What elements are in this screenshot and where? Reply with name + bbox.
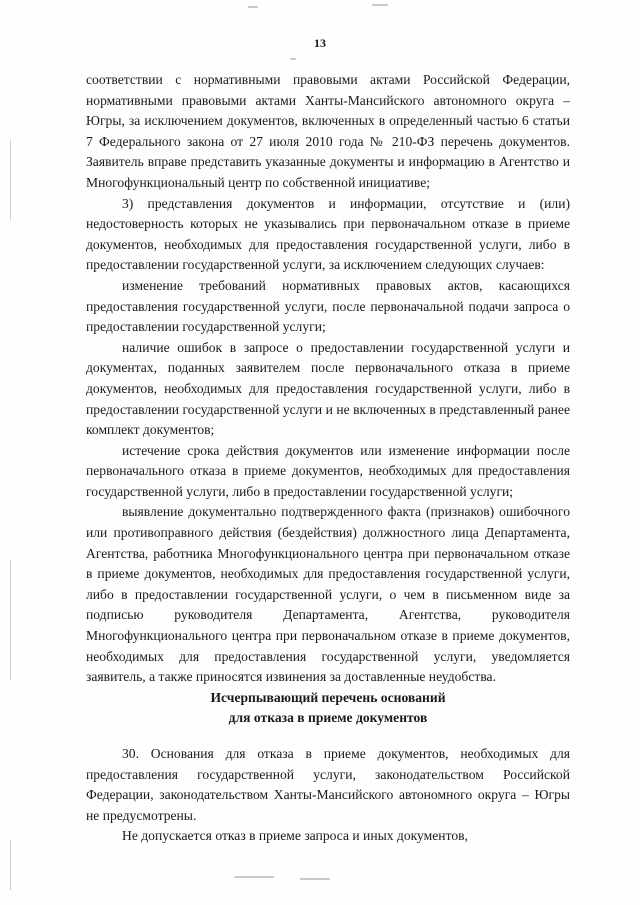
paragraph: выявление документально подтвержденного факта (признаков) ошибочного или противоправного действия (бездействия) должностного лица Департамента, Агентства, работника Многофункционального центра при первоначальном отказе в приеме документов, необходимых для предоставления государственной услуги, либо в предоставлении государственной услуги, о чем в письменном виде за подписью руководителя Департамента, Агентства, руководителя Многофункционального центра при первоначальном отказе в приеме документов, необходимых для предоставления государственной услуги, уведомляется заявитель, а также приносятся извинения за доставленные неудобства. xyxy=(86,504,570,685)
scan-speck xyxy=(234,876,274,878)
scan-speck xyxy=(372,4,388,6)
paragraph: 3) представления документов и информации, отсутствие и (или) недостоверность которых не указывались при первоначальном отказе в приеме документов, необходимых для предоставления государственной услуги, либо в предоставлении государственной услуги, за исключением следующих случаев: xyxy=(86,195,570,273)
paragraph: соответствии с нормативными правовыми актами Российской Федерации, нормативными правовыми актами Ханты-Мансийского автономного округа – Югры, за исключением документов, включенных в определенный частью 6 статьи 7 Федерального закона от 27 июля 2010 года № 210-ФЗ перечень документов. Заявитель вправе представить указанные документы и информацию в Агентство и Многофункциональный центр по собственной инициативе; xyxy=(86,72,570,190)
spacer xyxy=(86,729,570,744)
page-number: 13 xyxy=(314,36,326,50)
paragraph: изменение требований нормативных правовых актов, касающихся предоставления государственной услуги, после первоначальной подачи запроса о предоставлении государственной услуги; xyxy=(86,277,570,335)
scan-artifact xyxy=(10,840,11,890)
section-heading-line-1: Исчерпывающий перечень оснований xyxy=(210,689,446,705)
paragraph: 30. Основания для отказа в приеме документов, необходимых для предоставления государственной услуги, законодательством Российской Федерации, законодательством Ханты-Мансийского автономного округа – Югры не предусмотрены. xyxy=(86,746,570,823)
document-body xyxy=(86,70,570,847)
scan-speck xyxy=(248,6,258,8)
paragraph: Не допускается отказ в приеме запроса и иных документов, xyxy=(122,828,468,844)
scan-artifact xyxy=(10,560,11,680)
scan-speck xyxy=(290,58,296,60)
scan-artifact xyxy=(10,140,11,220)
scan-speck xyxy=(300,878,330,880)
section-heading-line-2: для отказа в приеме документов xyxy=(228,710,428,726)
paragraph: истечение срока действия документов или изменение информации после первоначального отказа в приеме документов, необходимых для предоставления государственной услуги, либо в предоставлении государственной услуги; xyxy=(86,442,570,499)
paragraph: наличие ошибок в запросе о предоставлении государственной услуги и документах, поданных заявителем после первоначального отказа в приеме документов, необходимых для предоставления государственной услуги, либо в предоставлении государственной услуги и не включенных в представленный ранее комплект документов; xyxy=(86,339,570,438)
